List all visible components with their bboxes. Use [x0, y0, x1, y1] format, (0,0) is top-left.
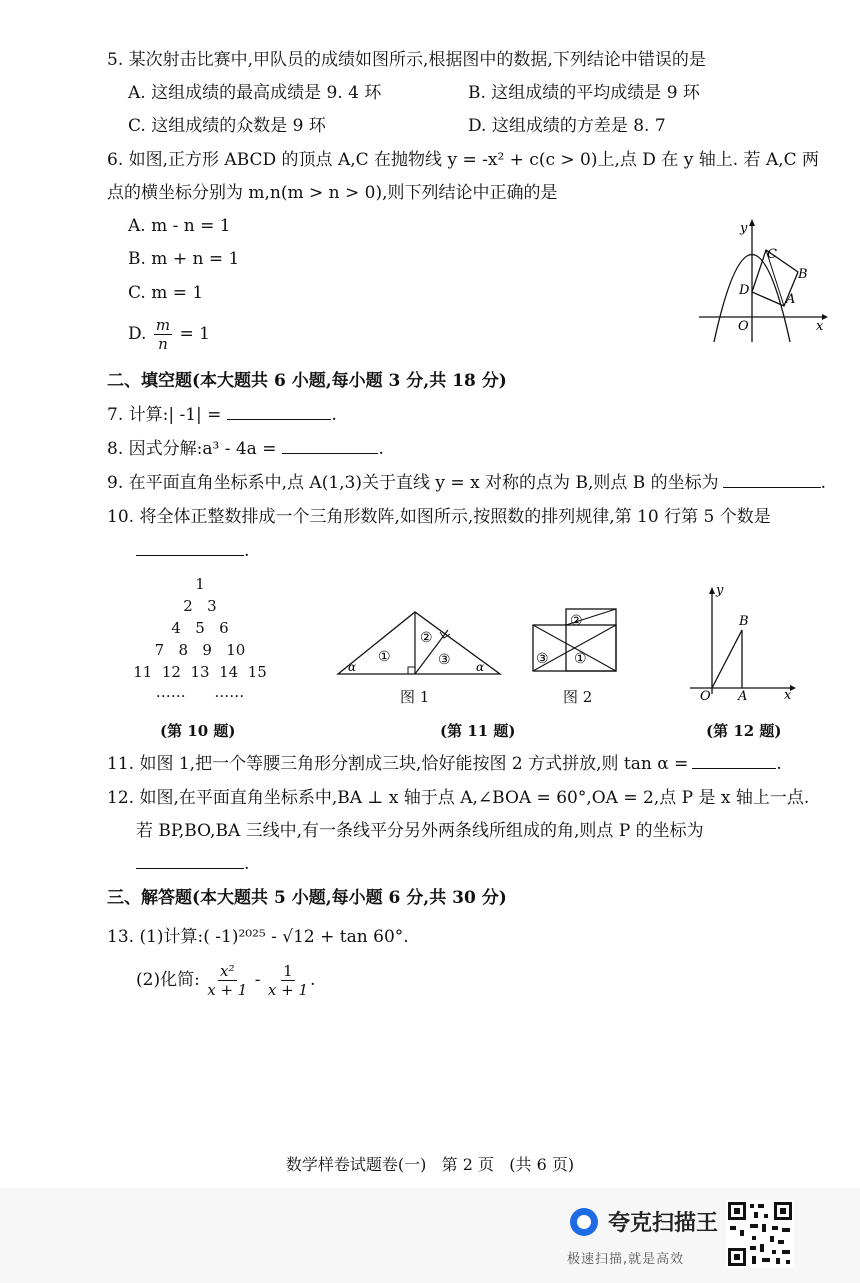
y-axis-arrow-icon [709, 587, 715, 594]
q7: 7. 计算:| -1| = . [107, 405, 337, 425]
q10-answer-line: . [136, 540, 249, 562]
section-2-heading: 二、填空题(本大题共 6 小题,每小题 3 分,共 18 分) [107, 371, 507, 391]
piece-3-label: ③ [536, 651, 549, 667]
q12-line1: 12. 如图,在平面直角坐标系中,BA ⊥ x 轴于点 A,∠BOA = 60°,OA = 2,点 P 是 x 轴上一点. [107, 788, 810, 808]
q6-option-d-fraction [154, 316, 172, 353]
triangle-row: 2 3 [183, 597, 217, 615]
q6-option-d [128, 316, 210, 353]
fig12-point-a: A [738, 689, 748, 704]
q8: 8. 因式分解:a³ - 4a = . [107, 439, 384, 459]
q6-option-d-label: D. [128, 324, 147, 344]
fig6-point-a: A [786, 292, 796, 307]
fig12-point-b: B [739, 614, 749, 629]
right-angle-mark [408, 667, 415, 674]
period: . [310, 970, 316, 990]
frac-numerator: x² [220, 962, 235, 980]
scanner-slogan: 极速扫描,就是高效 [567, 1252, 685, 1267]
qr-code-icon [726, 1200, 794, 1268]
q6-option-a: A. m - n = 1 [128, 216, 231, 236]
q13-part2 [136, 960, 315, 1000]
fig12-x-label: x [784, 688, 792, 703]
q10-answer-blank[interactable] [136, 540, 244, 556]
piece-2-label: ② [420, 630, 433, 646]
q5-option-d: D. 这组成绩的方差是 8. 7 [468, 116, 666, 136]
piece-1-label: ① [574, 651, 587, 667]
alpha-right-label: α [476, 660, 485, 674]
q8-answer-blank[interactable] [282, 438, 378, 454]
q6-option-d-value: = 1 [179, 324, 210, 344]
fraction-2 [268, 962, 308, 999]
q8-text: 8. 因式分解:a³ - 4a = [107, 439, 277, 459]
q10-stem: 10. 将全体正整数排成一个三角形数阵,如图所示,按照数的排列规律,第 10 行第 5 个数是 [107, 507, 771, 527]
triangle-row: 7 8 9 10 [154, 641, 246, 659]
q13-part1: 13. (1)计算:( -1)²⁰²⁵ - √12 + tan 60°. [107, 927, 409, 947]
caption-q10: (第 10 题) [160, 722, 236, 740]
triangle-row: 1 [195, 575, 205, 593]
fig6-point-c: C [767, 247, 777, 262]
q9: 9. 在平面直角坐标系中,点 A(1,3)关于直线 y = x 对称的点为 B,则点 B 的坐标为 . [107, 473, 827, 493]
q12-line2: 若 BP,BO,BA 三线中,有一条线平分另外两条线所组成的角,则点 P 的坐标为 [136, 821, 704, 841]
frac-numerator: 1 [283, 962, 293, 980]
q9-answer-blank[interactable] [723, 472, 821, 488]
q7-text: 7. 计算:| -1| = [107, 405, 222, 425]
piece-1-label: ① [378, 649, 391, 665]
frac-denominator: x + 1 [267, 981, 308, 999]
caption-q12: (第 12 题) [706, 722, 782, 740]
q5-option-a: A. 这组成绩的最高成绩是 9. 4 环 [128, 83, 382, 103]
piece-2-label: ② [570, 613, 583, 629]
q11-figure-2 [528, 604, 620, 676]
fig6-point-d: D [739, 283, 750, 298]
q12-coordinate-figure [686, 584, 806, 704]
q11: 11. 如图 1,把一个等腰三角形分割成三块,恰好能按图 2 方式拼放,则 tan α = . [107, 754, 782, 774]
piece-3-label: ③ [438, 652, 451, 668]
segment-ob [712, 630, 742, 688]
y-axis-arrow-icon [749, 219, 755, 226]
quark-logo-icon [570, 1208, 598, 1236]
q11-figure-1 [330, 604, 510, 684]
q6-option-c: C. m = 1 [128, 283, 204, 303]
frac-denominator: x + 1 [207, 981, 248, 999]
q5-option-b: B. 这组成绩的平均成绩是 9 环 [468, 83, 700, 103]
q12-answer-blank[interactable] [136, 853, 244, 869]
figure-2-label: 图 2 [563, 688, 593, 706]
q11-text: 11. 如图 1,把一个等腰三角形分割成三块,恰好能按图 2 方式拼放,则 tan α = [107, 754, 689, 774]
fig6-point-b: B [798, 267, 808, 282]
q6-stem-line2: 点的横坐标分别为 m,n(m > n > 0),则下列结论中正确的是 [107, 183, 558, 203]
q7-answer-blank[interactable] [227, 404, 331, 420]
q11-answer-blank[interactable] [692, 753, 776, 769]
figure-1-label: 图 1 [400, 688, 430, 706]
caption-q11: (第 11 题) [440, 722, 516, 740]
q6-option-b: B. m + n = 1 [128, 249, 240, 269]
q6-parabola-figure [694, 212, 834, 347]
section-3-heading: 三、解答题(本大题共 5 小题,每小题 6 分,共 30 分) [107, 888, 507, 908]
fraction-1 [207, 962, 247, 999]
triangle-row: 11 12 13 14 15 [133, 663, 267, 681]
triangle-row: 4 5 6 [171, 619, 229, 637]
q6-stem-line1: 6. 如图,正方形 ABCD 的顶点 A,C 在抛物线 y = -x² + c(c > 0)上,点 D 在 y 轴上. 若 A,C 两 [107, 150, 820, 170]
q5-option-c: C. 这组成绩的众数是 9 环 [128, 116, 326, 136]
minus-sign: - [254, 970, 261, 990]
fig6-y-label: y [740, 221, 748, 236]
fig12-y-label: y [716, 584, 724, 598]
fig6-origin-label: O [738, 319, 749, 334]
scanner-app-name: 夸克扫描王 [608, 1211, 719, 1236]
alpha-left-label: α [348, 660, 357, 674]
fig6-x-label: x [816, 319, 824, 334]
page-footer: 数学样卷试题卷(一) 第 2 页 (共 6 页) [285, 1155, 575, 1174]
q12-answer-line: . [136, 853, 249, 875]
frac-denominator: n [158, 335, 168, 353]
triangle-row: …… …… [155, 683, 245, 701]
frac-numerator: m [155, 316, 171, 334]
fig12-origin-label: O [700, 689, 711, 704]
q9-text: 9. 在平面直角坐标系中,点 A(1,3)关于直线 y = x 对称的点为 B,则点 B 的坐标为 [107, 473, 719, 493]
q5-stem: 5. 某次射击比赛中,甲队员的成绩如图所示,根据图中的数据,下列结论中错误的是 [107, 50, 706, 70]
q13-part2-prefix: (2)化简: [136, 970, 200, 990]
